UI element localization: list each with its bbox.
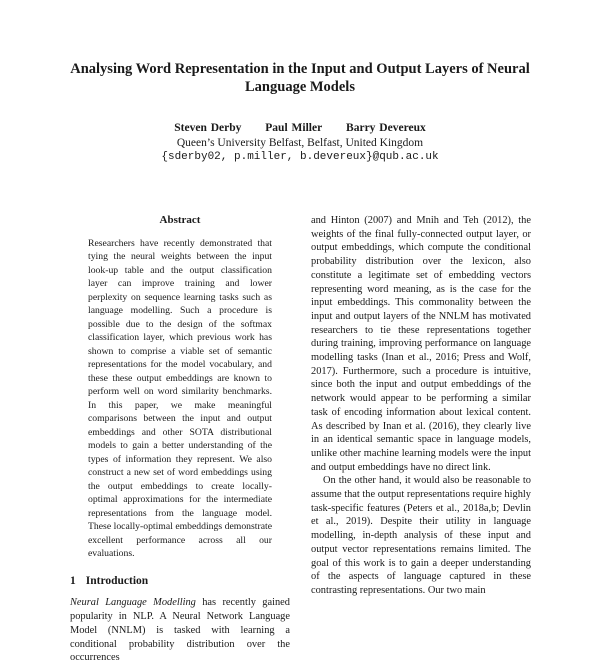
intro-paragraph [70, 596, 290, 665]
author-names [40, 121, 560, 136]
section-number: 1 [70, 574, 76, 587]
section-title: Introduction [85, 574, 149, 587]
author-name: Barry Devereux [346, 122, 426, 134]
body-paragraph: On the other hand, it would also be reasonable to assume that the output representations require highly task-specific features (Peters et al., 2018a,b; Devlin et al., 2019). Despite their utility in language modelling, in-depth analysis of these input and output vector representations remains limited. The goal of this work is to gain a deeper understanding of the aspects of language captured in these contrasting representations. Our two main [311, 475, 531, 596]
body-paragraph: and Hinton (2007) and Mnih and Teh (2012), the weights of the final fully-connected output layer, or output embeddings, which compute the conditional probability distribution over the lexicon, also constitute a legitimate set of embedding vectors representing word meaning, as is the case for the input embeddings. This commonality between the input and output layers of the NNLM has motivated researchers to tie these representations together during training, improving performance on language modelling tasks (Inan et al., 2016; Press and Wolf, 2017). Furthermore, such a procedure is intuitive, since both the input and output embeddings of the network would appear to be performing a similar task of encoding information about lexical content. As described by Inan et al. (2016), they clearly live in an identical semantic space in language models, unlike other machine learning models were the input and output embeddings have no direct link. [311, 215, 531, 473]
author-name: Paul Miller [265, 122, 323, 134]
author-block [40, 121, 560, 165]
paper-title: Analysing Word Representation in the Input and Output Layers of Neural Language Models [70, 61, 530, 95]
author-name: Steven Derby [174, 122, 242, 134]
abstract-text: Researchers have recently demonstrated that tying the neural weights between the input look-up table and the output classification layer can improve training and lower perplexity on sequence learning tasks such as language modelling. Such a procedure is possible due to the design of the softmax classification layer, which previous work has shown to comprise a viable set of semantic representations for the model vocabulary, and these these output embeddings are known to perform well on word similarity benchmarks. In this paper, we make meaningful comparisons between the input and output embeddings and other SOTA distributional models to gain a better understanding of the types of information they represent. We also construct a new set of word embeddings using the output embeddings to create locally-optimal approximations for the intermediate representations from the language model. These locally-optimal embeddings demonstrate excellent performance across all our evaluations. [88, 237, 272, 560]
right-column [311, 214, 531, 598]
intro-lead-term: Neural Language Modelling [70, 597, 196, 609]
affiliation: Queen’s University Belfast, Belfast, United Kingdom [176, 136, 424, 149]
author-emails: {sderby02, p.miller, b.devereux}@qub.ac.uk [161, 151, 439, 163]
section-heading-introduction [70, 575, 290, 589]
intro-lead-text: has recently gained popularity in NLP. A Neural Network Language Model (NNLM) is tasked with learning a conditional probability distribution over the occurrences [70, 597, 290, 664]
left-column [70, 214, 290, 665]
abstract-heading: Abstract [159, 214, 201, 226]
